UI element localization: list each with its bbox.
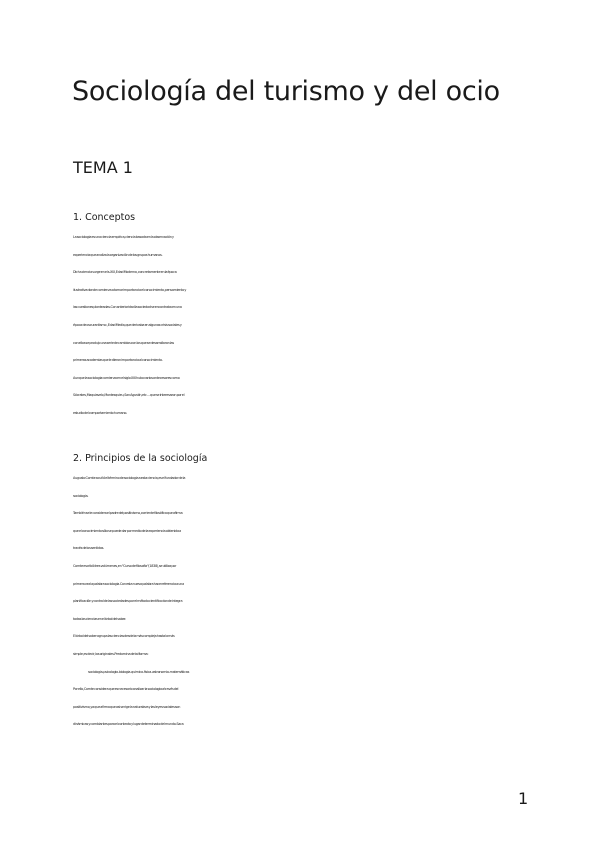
text-line: positivismo,ya que afirma que asi se rige la naturaleza y las leyes sociales son	[73, 704, 181, 709]
topic-label: TEMA 1	[73, 158, 133, 177]
text-line: Aunque la sociologia comienza en el siglo XIX hubo varios antecesores como	[73, 375, 180, 380]
text-line: primeras academias que le dieron importancia al conocimiento.	[73, 358, 163, 363]
text-line: Comte escribió tres volúmenes,en "Curso de filosofia"(1838),se utiliza por	[73, 563, 177, 568]
text-line: época de oscurantismo , Edad Media,que derivaba en algunas crisis sociales y	[73, 322, 182, 327]
text-line: Augusto Comte acuñó el término de sociologia a esta ciencia,es el fundador de la	[73, 476, 186, 480]
science-hierarchy: sociologia-psicologia-biologia-quimica-fisica-astronomia-matemáticas	[88, 669, 190, 674]
section-conceptos	[73, 207, 543, 423]
text-line: las cuestiones planteadas.Con anterioridad la sociedad se encontraba en una	[73, 305, 182, 310]
text-line: sociologia.	[73, 493, 89, 498]
text-line: primera vez la palabra sociologia.Con esta nueva palabra hace referencia a una	[73, 581, 184, 586]
section-principios	[73, 448, 543, 734]
text-line: planificación y control de las sociedades por el método cientifico donde integra	[73, 599, 183, 604]
text-line: Por ello,Comte considera que es necesario analizar la sociologia a través del	[73, 687, 179, 692]
text-line: La sociologia es una ciencia empírica,ciencia basada en la observación y	[73, 235, 174, 239]
section-heading: 2. Principios de la sociología	[73, 453, 208, 464]
document-title: Sociología del turismo y del ocio	[72, 76, 500, 107]
text-line: ilustrativa donde comienza a tomar importancia el conocimiento,pensamiento y	[73, 287, 187, 292]
page-number: 1	[518, 789, 529, 808]
section-heading: 1. Conceptos	[73, 212, 136, 223]
text-line: El árbol del saber agrupa las ciencias desde la más compleja hasta la más	[73, 634, 175, 639]
text-line: Dicha ciencia surge en el s.XIX,Edad Moderna, concretamente en la época	[73, 270, 177, 275]
text-line: También se le considera el padre del positivismo,corriente filosófica que afirma	[73, 511, 183, 516]
text-line: experiencia que analiza la organización de los grupos humanos.	[73, 252, 163, 257]
text-line: Sócrates,Maquiavelo,Montesquieu,San Agustín,etc… que se interesaron por el	[73, 393, 185, 398]
text-line: través de los sentidos.	[73, 546, 105, 551]
text-line: estudio del comportamiento humano.	[73, 410, 127, 415]
text-line: con ellos se produjo una serie de cambios con los que se desarrollaron las	[73, 340, 174, 345]
text-line: que el conocimiento sólo se puede dar por medio de la experiencia obtenida a	[73, 528, 181, 533]
text-line: dinámicas y cambiantes para el contexto y lugar determinado del mundo.Saca	[73, 722, 184, 727]
text-line: todas las ciencias en el árbol del saber.	[73, 616, 126, 621]
text-line: simple,es decir,las originales.Predomina de tal forma:	[73, 651, 149, 656]
